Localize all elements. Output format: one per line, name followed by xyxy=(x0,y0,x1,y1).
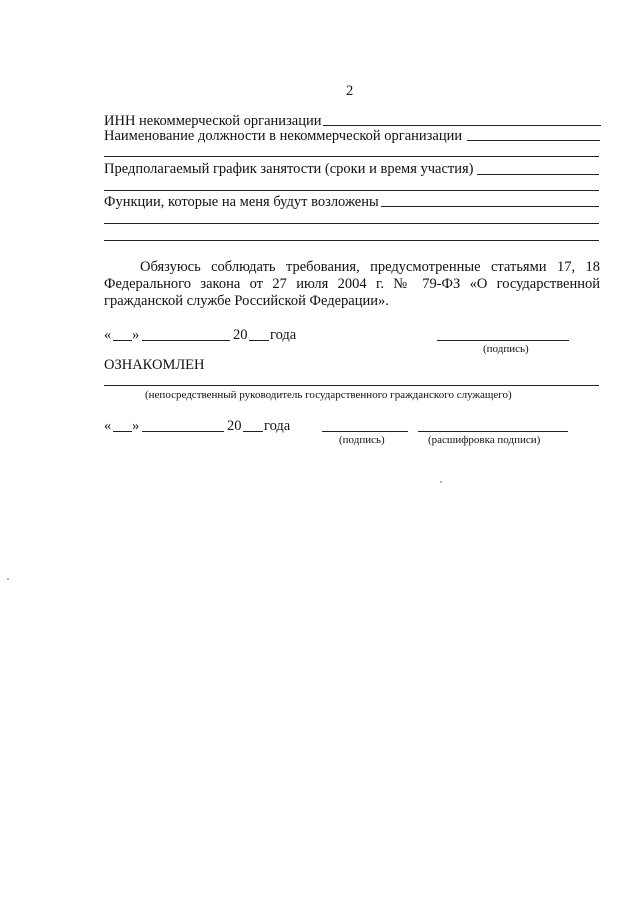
date-day-line[interactable] xyxy=(113,340,132,341)
inn-label: ИНН некоммерческой организации xyxy=(104,113,322,129)
signature-line[interactable] xyxy=(437,340,569,341)
functions-input-line-2[interactable] xyxy=(104,223,599,224)
date2-open-quote: « xyxy=(104,418,112,434)
date2-year-suffix: года xyxy=(264,418,291,434)
date2-year-prefix: 20 xyxy=(227,418,242,434)
page-number: 2 xyxy=(346,83,354,99)
date-year-line[interactable] xyxy=(249,340,269,341)
position-input-line-2[interactable] xyxy=(104,156,599,157)
date2-month-line[interactable] xyxy=(142,431,224,432)
date2-close-quote: » xyxy=(132,418,140,434)
date-close-quote: » xyxy=(132,327,140,343)
scan-speck xyxy=(7,578,9,580)
supervisor-caption: (непосредственный руководитель государственного гражданского служащего) xyxy=(145,389,512,401)
signature-decode-caption: (расшифровка подписи) xyxy=(428,434,541,446)
date2-year-line[interactable] xyxy=(243,431,263,432)
position-label: Наименование должности в некоммерческой организации xyxy=(104,128,463,144)
schedule-label: Предполагаемый график занятости (сроки и время участия) xyxy=(104,161,474,177)
acknowledged-label: ОЗНАКОМЛЕН xyxy=(104,357,205,373)
pledge-paragraph: Обязуюсь соблюдать требования, предусмотренные статьями 17, 18 Федерального закона от 27 июля 2004 г. № 79-ФЗ «О государственной гражданской службе Российской Федерации». xyxy=(104,259,600,309)
functions-label: Функции, которые на меня будут возложены xyxy=(104,194,379,210)
signature-caption: (подпись) xyxy=(483,343,529,355)
date-month-line[interactable] xyxy=(142,340,230,341)
signature2-line[interactable] xyxy=(322,431,408,432)
position-input-line[interactable] xyxy=(467,140,600,141)
scan-speck xyxy=(440,481,442,483)
schedule-input-line-2[interactable] xyxy=(104,190,599,191)
date2-day-line[interactable] xyxy=(113,431,132,432)
date-year-prefix: 20 xyxy=(233,327,248,343)
functions-input-line-3[interactable] xyxy=(104,240,599,241)
supervisor-line[interactable] xyxy=(104,385,599,386)
inn-input-line[interactable] xyxy=(323,125,601,126)
schedule-input-line[interactable] xyxy=(477,174,599,175)
signature-decode-line[interactable] xyxy=(418,431,568,432)
functions-input-line[interactable] xyxy=(381,206,599,207)
date-year-suffix: года xyxy=(270,327,297,343)
signature2-caption: (подпись) xyxy=(339,434,385,446)
date-open-quote: « xyxy=(104,327,112,343)
